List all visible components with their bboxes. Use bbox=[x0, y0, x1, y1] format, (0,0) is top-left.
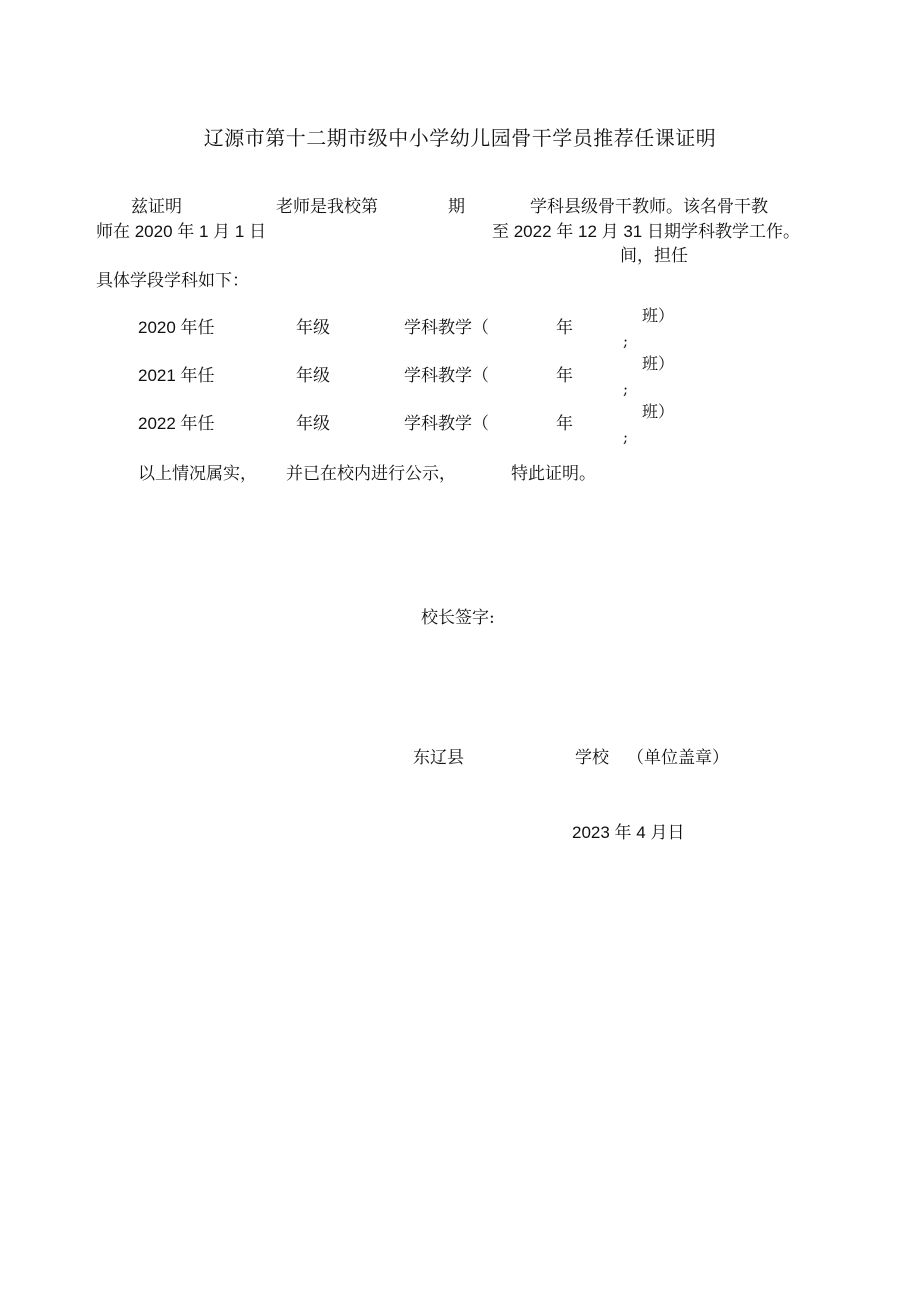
row-2020-subject: 学科教学（ bbox=[404, 318, 489, 338]
row-2021-nian: 年 bbox=[556, 366, 573, 386]
row-2021-year: 2021 年任 bbox=[138, 366, 215, 385]
intro-text-end-date: 至 2022 年 12 月 31 日期学科教学工作。 bbox=[492, 222, 800, 241]
intro-text-subject: 学科县级骨干教师。该名骨干教 bbox=[530, 197, 768, 217]
closing-text-public: 并已在校内进行公示， bbox=[286, 464, 456, 484]
row-2020-semicolon: ; bbox=[623, 332, 629, 350]
county-label: 东辽县 bbox=[413, 748, 464, 768]
intro-text-details: 具体学段学科如下： bbox=[96, 271, 249, 291]
closing-text-hereby: 特此证明。 bbox=[511, 464, 596, 484]
row-2020-grade: 年级 bbox=[296, 318, 330, 338]
row-2020-nian: 年 bbox=[556, 318, 573, 338]
school-label: 学校 bbox=[575, 748, 609, 768]
row-2021-semicolon: ; bbox=[623, 380, 629, 398]
document-title: 辽源市第十二期市级中小学幼儿园骨干学员推荐任课证明 bbox=[203, 126, 717, 150]
row-2020-ban: 班） bbox=[642, 306, 675, 325]
row-2021-grade: 年级 bbox=[296, 366, 330, 386]
row-2022-year: 2022 年任 bbox=[138, 414, 215, 433]
intro-text-teacher: 老师是我校第 bbox=[276, 197, 378, 217]
intro-text-start-date: 师在 2020 年 1 月 1 日 bbox=[96, 222, 267, 241]
row-2021-subject: 学科教学（ bbox=[404, 366, 489, 386]
row-2021-ban: 班） bbox=[642, 354, 675, 373]
row-2022-grade: 年级 bbox=[296, 414, 330, 434]
intro-text-serve: 间，担任 bbox=[620, 246, 688, 266]
row-2020-year: 2020 年任 bbox=[138, 318, 215, 337]
principal-signature-label: 校长签字: bbox=[421, 608, 495, 628]
document-date: 2023 年 4 月日 bbox=[572, 823, 685, 842]
row-2022-semicolon: ; bbox=[623, 428, 629, 446]
row-2022-ban: 班） bbox=[642, 402, 675, 421]
closing-text-true: 以上情况属实， bbox=[138, 464, 257, 484]
row-2022-subject: 学科教学（ bbox=[404, 414, 489, 434]
intro-text-period: 期 bbox=[448, 197, 465, 217]
row-2022-nian: 年 bbox=[556, 414, 573, 434]
seal-label: （单位盖章） bbox=[627, 748, 729, 768]
intro-text-certify: 兹证明 bbox=[131, 197, 182, 217]
